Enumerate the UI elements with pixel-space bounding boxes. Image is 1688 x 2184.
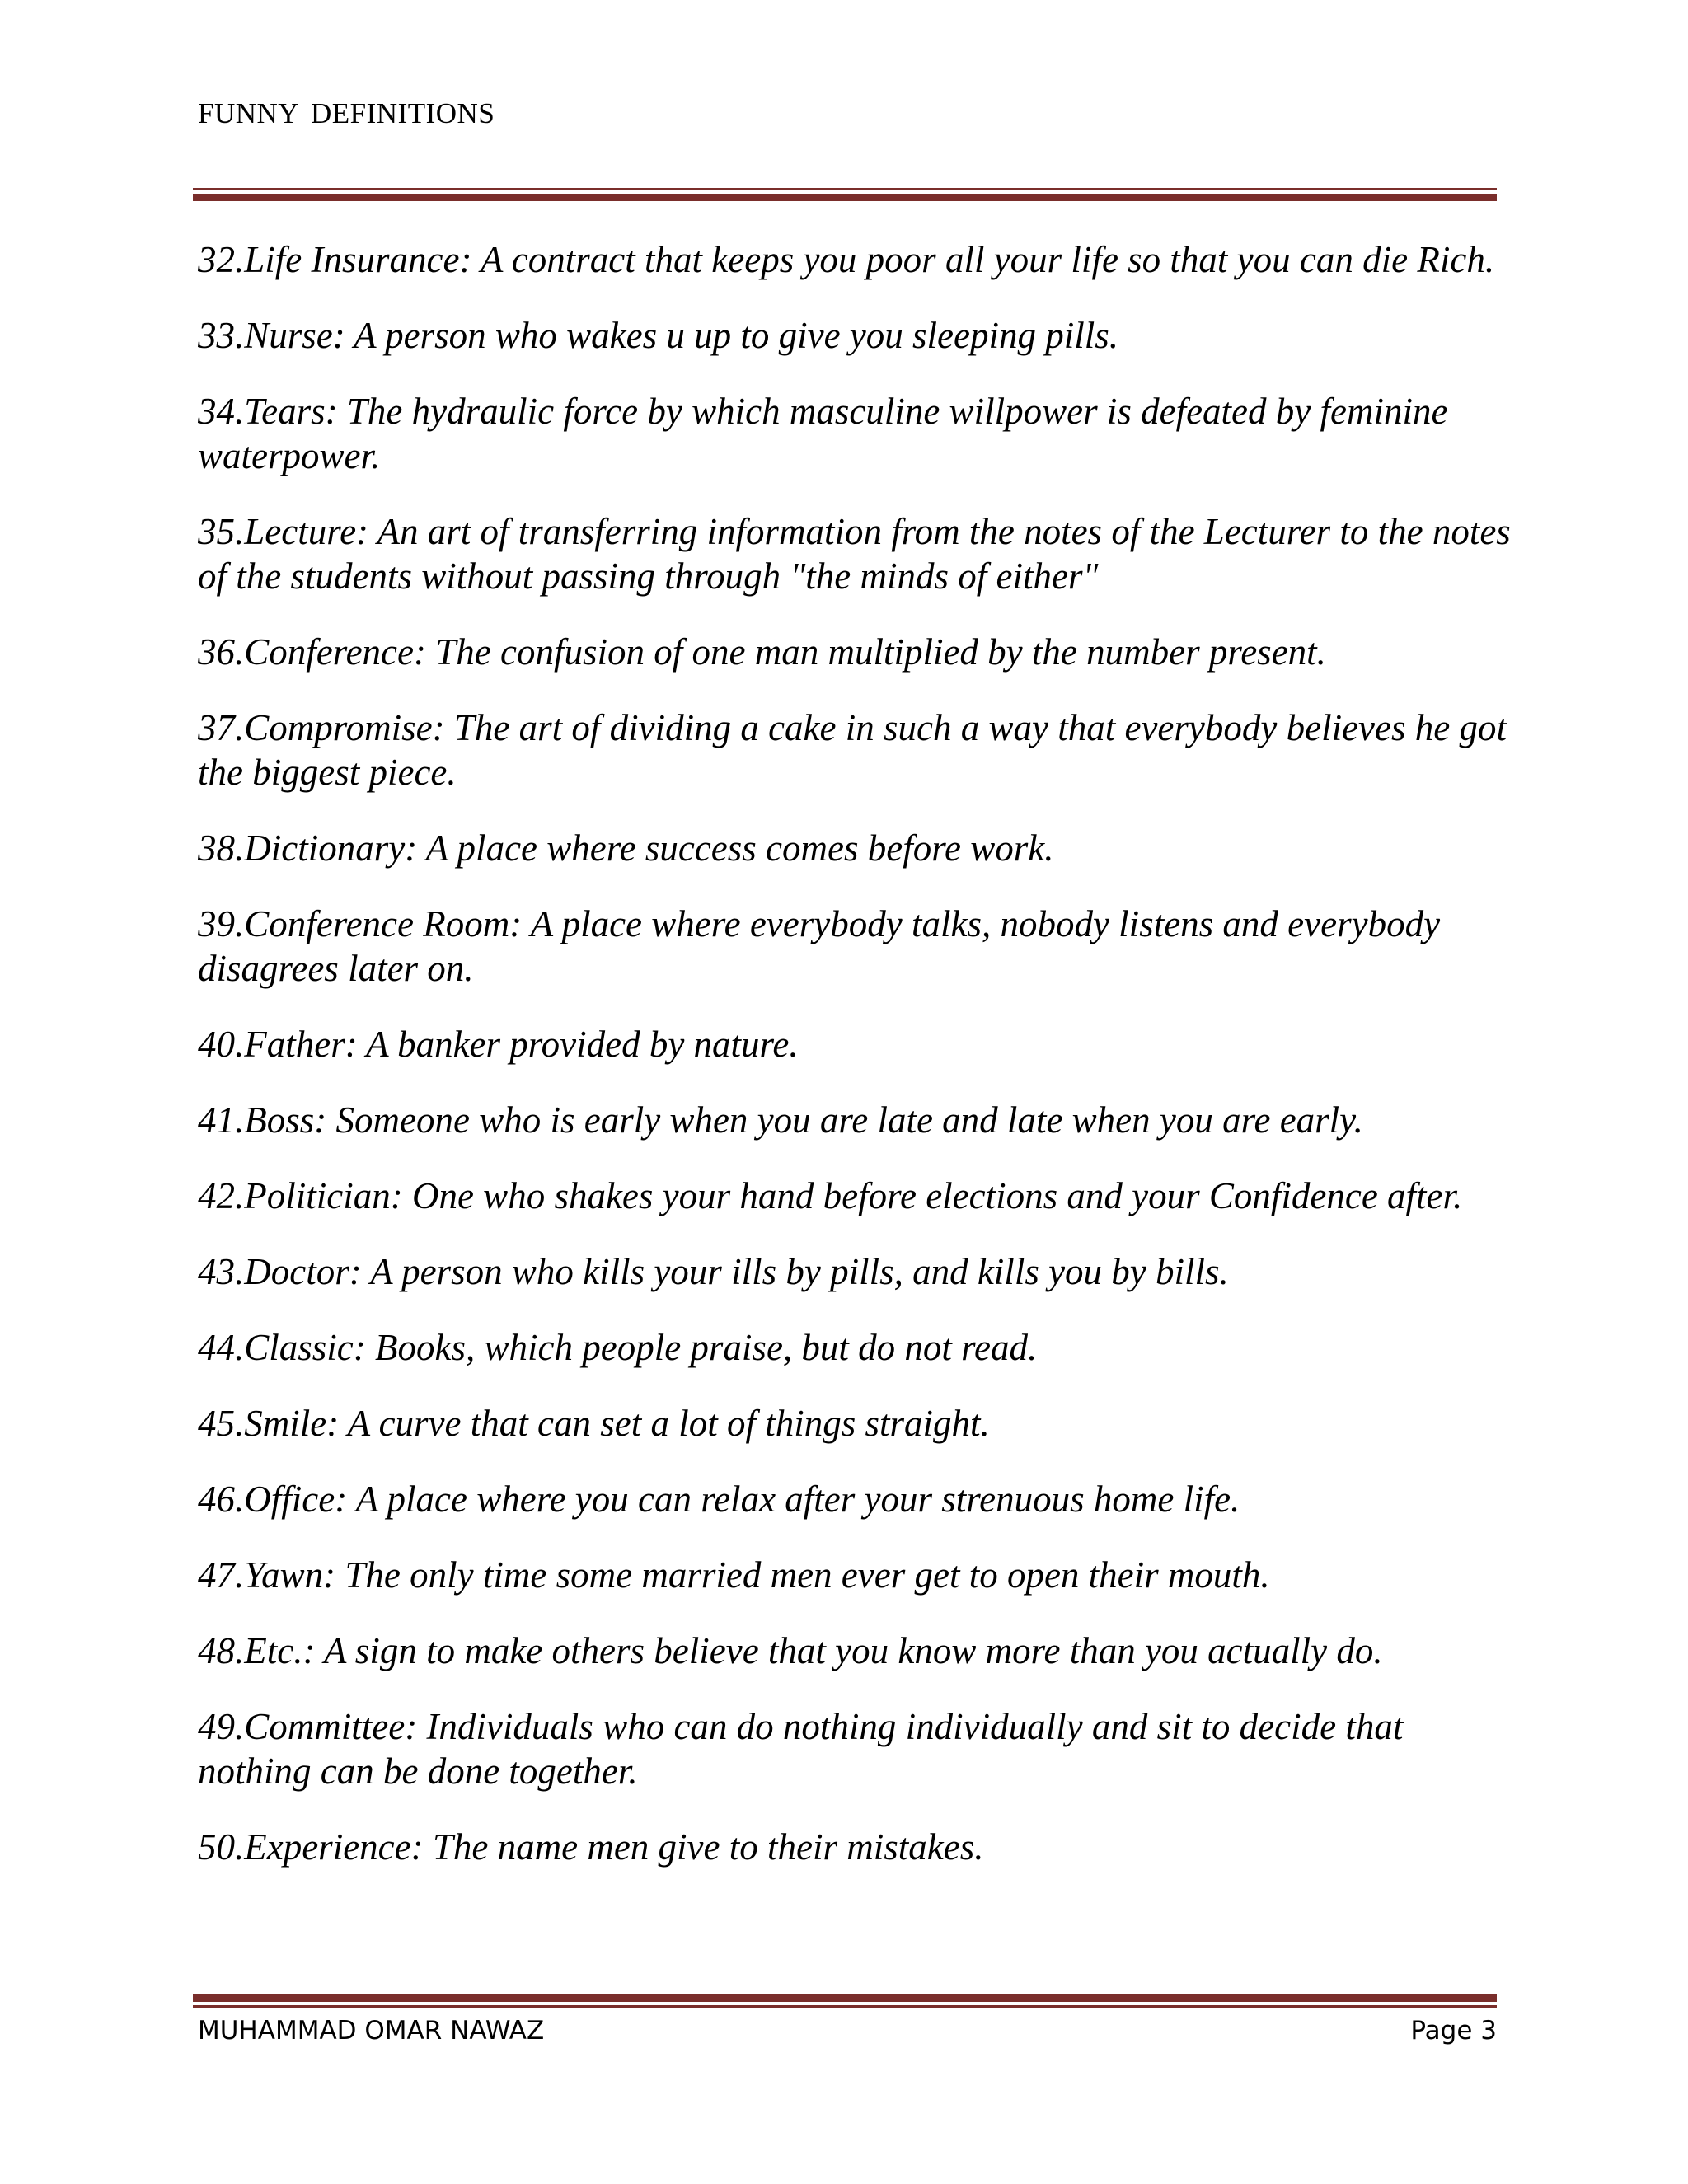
definition-item: 32.Life Insurance: A contract that keeps you poor all your life so that you can die Rich. [198, 239, 1495, 280]
page-footer [198, 2016, 1497, 2046]
definition-item: 44.Classic: Books, which people praise, but do not read. [198, 1327, 1038, 1368]
definition-item: 33.Nurse: A person who wakes u up to give you sleeping pills. [198, 315, 1119, 356]
definition-item: 48.Etc.: A sign to make others believe that you know more than you actually do. [198, 1630, 1383, 1671]
definition-item: 42.Politician: One who shakes your hand before elections and your Confidence after. [198, 1175, 1463, 1216]
page-header-title: FUNNY DEFINITIONS [198, 97, 495, 129]
footer-rule-thick-line [193, 1994, 1497, 2002]
header-rule [193, 188, 1497, 202]
definition-item: 38.Dictionary: A place where success comes before work. [198, 827, 1054, 869]
definition-item: 45.Smile: A curve that can set a lot of things straight. [198, 1403, 990, 1444]
definition-item: 34.Tears: The hydraulic force by which masculine willpower is defeated by feminine waterpower. [198, 391, 1448, 476]
footer-rule [193, 1994, 1497, 2008]
footer-page-number: Page 3 [1410, 2016, 1497, 2046]
definition-item: 41.Boss: Someone who is early when you are late and late when you are early. [198, 1099, 1363, 1141]
definition-item: 35.Lecture: An art of transferring information from the notes of the Lecturer to the notes of the students without passing through "the minds of either" [198, 511, 1511, 597]
header-rule-thin-line [193, 188, 1497, 190]
definition-item: 36.Conference: The confusion of one man multiplied by the number present. [198, 631, 1326, 673]
definition-item: 50.Experience: The name men give to their mistakes. [198, 1826, 984, 1868]
header-rule-thick-line [193, 194, 1497, 201]
definitions-list [198, 237, 1517, 1900]
definition-item: 46.Office: A place where you can relax after your strenuous home life. [198, 1479, 1240, 1520]
definition-item: 39.Conference Room: A place where everybody talks, nobody listens and everybody disagrees later on. [198, 903, 1441, 989]
definition-item: 40.Father: A banker provided by nature. [198, 1024, 799, 1065]
definition-item: 37.Compromise: The art of dividing a cake in such a way that everybody believes he got the biggest piece. [198, 707, 1507, 793]
definition-item: 43.Doctor: A person who kills your ills by pills, and kills you by bills. [198, 1251, 1229, 1292]
footer-rule-thin-line [193, 2005, 1497, 2008]
definition-item: 47.Yawn: The only time some married men ever get to open their mouth. [198, 1554, 1270, 1596]
footer-author: MUHAMMAD OMAR NAWAZ [198, 2016, 545, 2046]
definition-item: 49.Committee: Individuals who can do nothing individually and sit to decide that nothing can be done together. [198, 1706, 1404, 1792]
